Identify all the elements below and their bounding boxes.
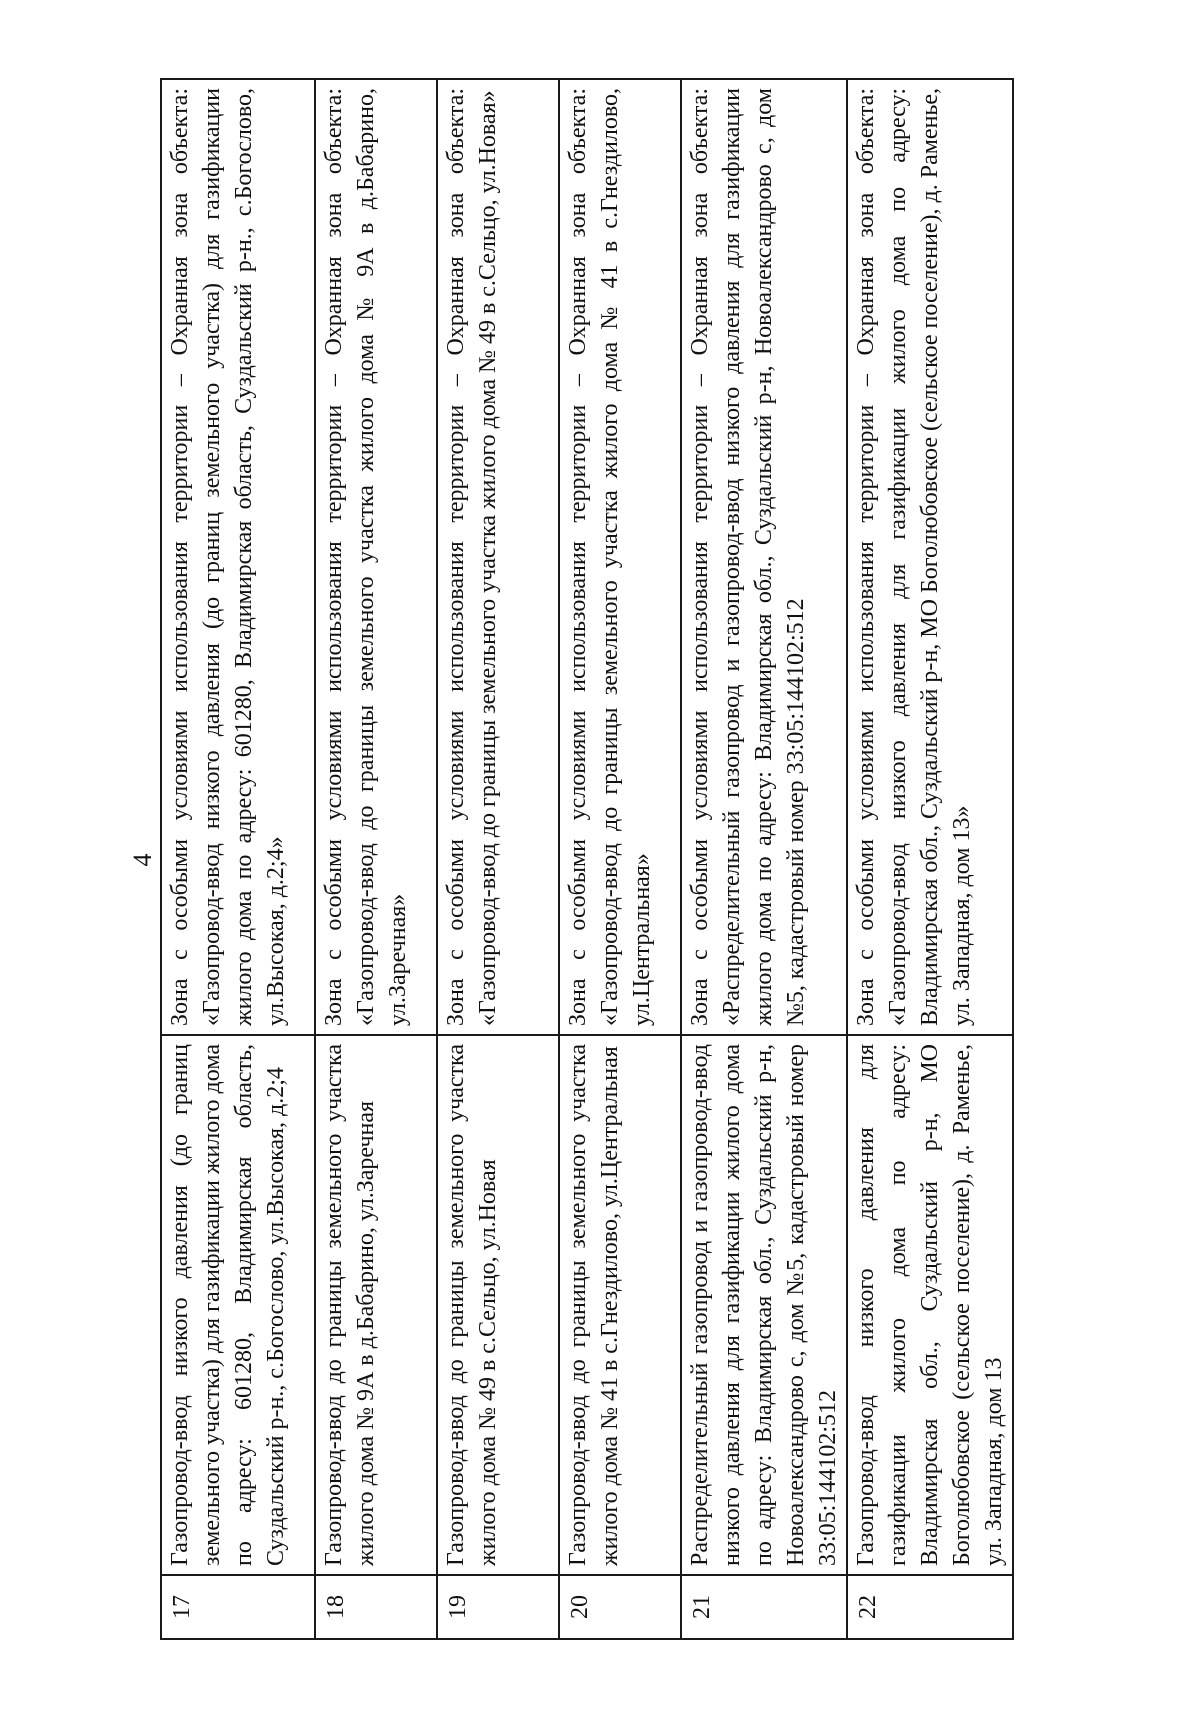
table-row [161,79,315,1639]
zone-description: Зона с особыми условиями использования территории – Охранная зона объекта: «Газопровод-ввод до границы земельного участка жилого дома № 41 в с.Гнездилово, ул.Центральная» [559,79,681,1035]
row-number: 19 [437,1575,559,1639]
object-description: Газопровод-ввод до границы земельного участка жилого дома № 9А в д.Бабарино, ул.Заречная [315,1035,437,1575]
table-row [315,79,437,1639]
object-description: Газопровод-ввод низкого давления (до границ земельного участка) для газификации жилого дома по адресу: 601280, Владимирская область, Суздальский р-н., с.Богослово, ул.Высокая, д.2;4 [161,1035,315,1575]
table-row [681,79,847,1639]
page-number: 4 [128,853,157,867]
rotated-page-content [120,80,1070,1640]
object-description: Газопровод-ввод до границы земельного участка жилого дома № 41 в с.Гнездилово, ул.Центральная [559,1035,681,1575]
zone-description: Зона с особыми условиями использования территории – Охранная зона объекта: «Распределительный газопровод и газопровод-ввод низкого давления для газификации жилого дома по адресу: Владимирская обл., Суздальский р-н, Новоалександрово с, дом №5, кадастровый номер 33:05:144102:512 [681,79,847,1035]
object-description: Распределительный газопровод и газопровод-ввод низкого давления для газификации жилого дома по адресу: Владимирская обл., Суздальский р-н, Новоалександрово с, дом №5, кадастровый номер 33:05:144102:512 [681,1035,847,1575]
row-number: 20 [559,1575,681,1639]
row-number: 17 [161,1575,315,1639]
zone-description: Зона с особыми условиями использования территории – Охранная зона объекта: «Газопровод-ввод низкого давления для газификации жилого дома по адресу: Владимирская обл., Суздальский р-н, МО Боголюбовское (сельское поселение), д. Раменье, ул. Западная, дом 13» [847,79,1013,1035]
zone-description: Зона с особыми условиями использования территории – Охранная зона объекта: «Газопровод-ввод до границы земельного участка жилого дома № 9А в д.Бабарино, ул.Заречная» [315,79,437,1035]
object-description: Газопровод-ввод низкого давления для газификации жилого дома по адресу: Владимирская обл., Суздальский р-н, МО Боголюбовское (сельское поселение), д. Раменье, ул. Западная, дом 13 [847,1035,1013,1575]
row-number: 18 [315,1575,437,1639]
zone-description: Зона с особыми условиями использования территории – Охранная зона объекта: «Газопровод-ввод низкого давления (до границ земельного участка) для газификации жилого дома по адресу: 601280, Владимирская область, Суздальский р-н., с.Богослово, ул.Высокая, д.2;4» [161,79,315,1035]
zone-description: Зона с особыми условиями использования территории – Охранная зона объекта: «Газопровод-ввод до границы земельного участка жилого дома № 49 в с.Сельцо, ул.Новая» [437,79,559,1035]
row-number: 22 [847,1575,1013,1639]
table-row [559,79,681,1639]
table-row [847,79,1013,1639]
object-description: Газопровод-ввод до границы земельного участка жилого дома № 49 в с.Сельцо, ул.Новая [437,1035,559,1575]
row-number: 21 [681,1575,847,1639]
zones-table [160,78,1014,1640]
table-row [437,79,559,1639]
